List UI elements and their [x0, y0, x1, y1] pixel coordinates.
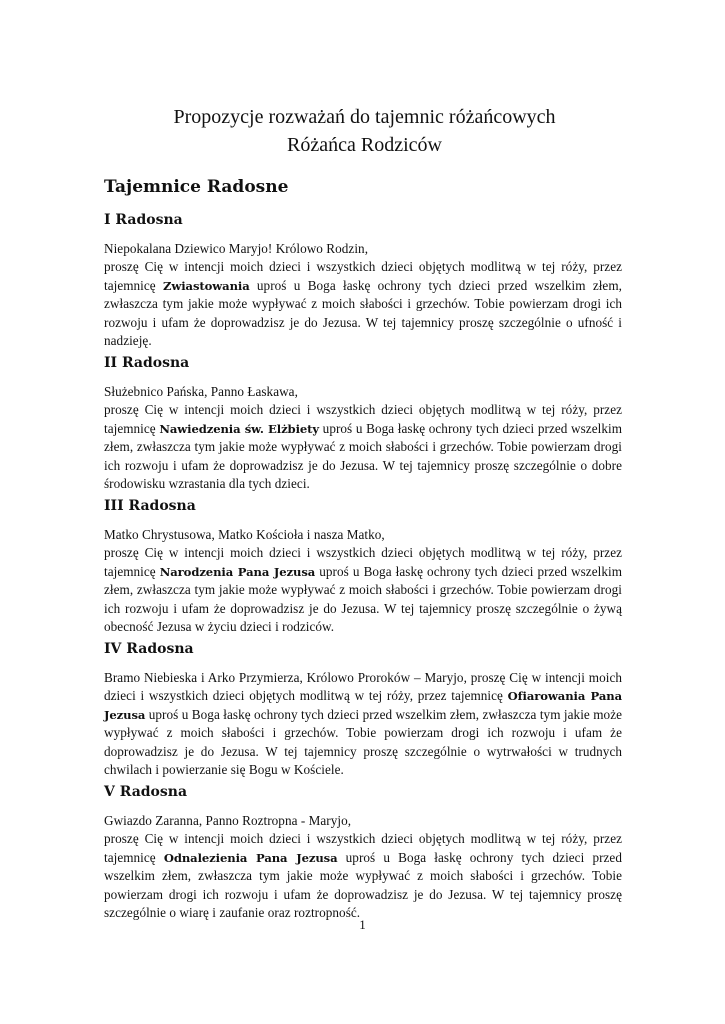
section-body: [104, 812, 622, 922]
mystery-name: Nawiedzenia św. Elżbiety: [159, 421, 320, 436]
mystery-name: Zwiastowania: [163, 278, 250, 293]
body-text-before: proszę Cię w intencji moich dzieci i wszystkich dzieci objętych modlitwą w tej róży, przez tajemnicę: [104, 831, 622, 865]
document-title: [0, 103, 725, 159]
body-text-after: uproś u Boga łaskę ochrony tych dzieci przed wszelkim złem, zwłaszcza tym jakie może wypływać z moich słabości i grzechów. Tobie powierzam drogi ich rozwoju i ufam że doprowadzisz je do Jezusa. W tej tajemnicy proszę szczególnie o wiarę i zaufanie oraz roztropność.: [104, 849, 622, 921]
mystery-name: Narodzenia Pana Jezusa: [159, 564, 316, 579]
body-text-before: Bramo Niebieska i Arko Przymierza, Królowo Proroków – Maryjo, proszę Cię w intencji moich dzieci i wszystkich dzieci objętych modlitwą w tej róży, przez tajemnicę: [104, 670, 622, 704]
section-2: [104, 354, 622, 493]
part-heading: Tajemnice Radosne: [104, 177, 289, 197]
section-body: [104, 669, 622, 779]
page-number: 1: [359, 917, 366, 932]
body-text-after: uproś u Boga łaskę ochrony tych dzieci przed wszelkim złem, zwłaszcza tym jakie może wypływać z moich słabości i grzechów. Tobie powierzam drogi ich rozwoju i ufam że doprowadzisz je do Jezusa. W tej tajemnicy proszę szczególnie o dobre środowisku wzrastania dla tych dzieci.: [104, 420, 622, 492]
mystery-name: Ofiarowania Pana Jezusa: [104, 689, 622, 722]
body-text-after: uproś u Boga łaskę ochrony tych dzieci przed wszelkim złem, zwłaszcza tym jakie może wypływać z moich słabości i grzechów. Tobie powierzam drogi ich rozwoju i ufam że doprowadzisz je do Jezusa. W tej tajemnicy proszę szczególnie o ufność i nadzieję.: [104, 277, 622, 349]
body-text-before: proszę Cię w intencji moich dzieci i wszystkich dzieci objętych modlitwą w tej róży, przez tajemnicę: [104, 402, 622, 436]
body-text-after: uproś u Boga łaskę ochrony tych dzieci przed wszelkim złem, zwłaszcza tym jakie może wypływać z moich słabości i grzechów. Tobie powierzam drogi ich rozwoju i ufam że doprowadzisz je do Jezusa. W tej tajemnicy proszę szczególnie o żywą obecność Jezusa w życiu dzieci i rodziców.: [104, 563, 622, 635]
body-text-before: proszę Cię w intencji moich dzieci i wszystkich dzieci objętych modlitwą w tej róży, przez tajemnicę: [104, 545, 622, 579]
section-heading: III Radosna: [104, 498, 196, 514]
section-greeting: Gwiazdo Zaranna, Panno Roztropna - Maryjo,: [104, 813, 352, 828]
section-greeting: Matko Chrystusowa, Matko Kościoła i nasza Matko,: [104, 527, 385, 542]
body-text-before: proszę Cię w intencji moich dzieci i wszystkich dzieci objętych modlitwą w tej róży, przez tajemnicę: [104, 259, 622, 293]
section-heading: IV Radosna: [104, 641, 194, 657]
title-line-1: Propozycje rozważań do tajemnic różańcowych: [173, 106, 556, 128]
title-line-2: Różańca Rodziców: [287, 134, 442, 156]
section-body: [104, 240, 622, 350]
section-heading: I Radosna: [104, 212, 183, 228]
section-greeting: Niepokalana Dziewico Maryjo! Królowo Rodzin,: [104, 241, 369, 256]
section-1: [104, 211, 622, 350]
body-text-after: uproś u Boga łaskę ochrony tych dzieci przed wszelkim złem, zwłaszcza tym jakie może wypływać z moich słabości i grzechów. Tobie powierzam drogi ich rozwoju i ufam że doprowadzisz je do Jezusa. W tej tajemnicy proszę szczególnie o wytrwałości w trudnych chwilach i powierzanie się Bogu w Kościele.: [104, 706, 622, 778]
section-body: [104, 383, 622, 493]
section-greeting: Służebnico Pańska, Panno Łaskawa,: [104, 384, 298, 399]
section-heading: V Radosna: [104, 784, 188, 800]
section-3: [104, 497, 622, 636]
section-body: [104, 526, 622, 636]
section-5: [104, 783, 622, 922]
section-heading: II Radosna: [104, 355, 190, 371]
section-4: [104, 640, 622, 779]
mystery-name: Odnalezienia Pana Jezusa: [163, 850, 338, 865]
